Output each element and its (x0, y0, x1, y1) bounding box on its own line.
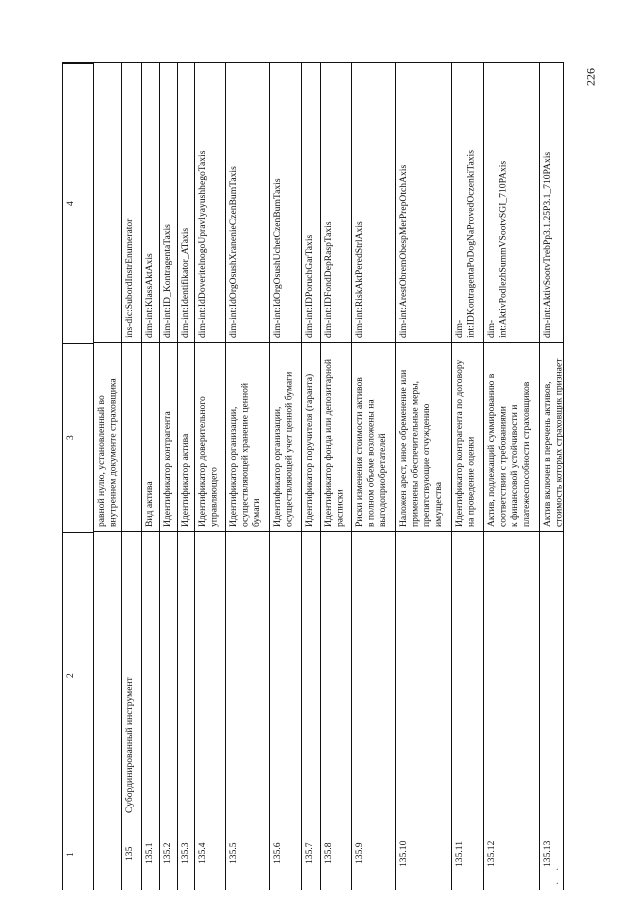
table-header-row (62, 62, 94, 890)
header-cell: 2 (63, 532, 93, 818)
page-number: 226 (583, 68, 598, 86)
cell-name (195, 531, 225, 817)
cell-code: dim-int:Identifikator_ATaxis (178, 62, 194, 342)
table-row (396, 62, 452, 890)
table-row (484, 62, 540, 890)
cell-number: 135.9 (354, 842, 365, 865)
cell-name (178, 531, 194, 817)
header-cell: 4 (63, 63, 93, 343)
cell-number: 135.4 (197, 842, 208, 865)
cell-code: dim-int:ID_KontragentaTaxis (160, 62, 177, 342)
table-row (122, 62, 142, 890)
cell-number: 135 (124, 846, 135, 861)
table-row (540, 62, 564, 890)
cell-description: Идентификатор контрагента (160, 342, 177, 531)
cell-code: dim-int:IDFondDepRaspTaxis (321, 62, 351, 342)
cell-name (352, 531, 395, 817)
cell-description: равной нулю, установленный во внутреннем документе страховщика (94, 342, 121, 531)
cell-name (484, 531, 539, 817)
table-row (270, 62, 302, 890)
cell-name (302, 531, 320, 817)
cell-code (94, 62, 121, 342)
cell-name (94, 531, 121, 817)
table-row (452, 62, 484, 890)
cell-number: 135.1 (144, 842, 155, 865)
cell-code: dim- int:IDKontragentaPoDogNaProvedOczenkiTaxis (452, 62, 483, 342)
table-row (195, 62, 226, 890)
cell-name (160, 531, 177, 817)
cell-name (540, 531, 563, 817)
cell-code: dim-int:IdOrgOsushXranenieCzenBumTaxis (226, 62, 269, 342)
cell-number: 135.8 (323, 842, 334, 865)
table-row (352, 62, 396, 890)
cell-name (270, 531, 301, 817)
cell-description: Идентификатор актива (178, 342, 194, 531)
cell-description: Идентификатор доверительного управляющего (195, 342, 225, 531)
header-cell: 1 (65, 852, 76, 857)
cell-name (226, 531, 269, 817)
cell-code: dim-int:IDPoruchGarTaxis (302, 62, 320, 342)
cell-description: Актив, подлежащий суммированию в соответствии с требованиями к финансовой устойчивости и платежеспособности страховщиков (484, 342, 539, 531)
cell-description: Идентификатор поручителя (гаранта) (302, 342, 320, 531)
cell-code: dim-int:IdOrgOsushUchetCzenBumTaxis (270, 62, 301, 342)
cell-code: dim-int:AktivSootvTrebPp3.1.25P3.1_710PAxis (540, 62, 563, 342)
cell-description: Идентификатор фонда или депозитарной расписки (321, 342, 351, 531)
cell-name (321, 531, 351, 817)
table-row (321, 62, 352, 890)
margin-dot: . (556, 876, 559, 887)
cell-description: Риски изменения стоимости активов в полном объеме возложены на выгодоприобретателей (352, 342, 395, 531)
cell-code: dim- int:AktivPodlezhSummVSootvSGI_710PAxis (484, 62, 539, 342)
cell-number: 135.2 (162, 842, 173, 865)
cell-number: 135.7 (304, 842, 315, 865)
cell-number: 135.13 (542, 840, 553, 867)
cell-name (142, 531, 159, 817)
table-row (302, 62, 321, 890)
cell-code: dim-int:IdDoveritelnogoUpravlyayushhegoTaxis (195, 62, 225, 342)
margin-dot: . (556, 862, 559, 873)
cell-description: Актив включен в перечень активов, стоимость которых страховщик признает (540, 342, 563, 531)
cell-number: 135.3 (180, 842, 191, 865)
cell-number: 135.12 (486, 840, 497, 867)
cell-description: Идентификатор организации, осуществляющей учет ценной бумаги (270, 342, 301, 531)
cell-name (452, 531, 483, 817)
cell-description: Идентификатор организации, осуществляющей хранение ценной бумаги (226, 342, 269, 531)
cell-name (396, 531, 451, 817)
cell-code: dim-int:ArestObremObespMerPrepOtchAxis (396, 62, 451, 342)
cell-description (122, 342, 141, 531)
cell-code: dim-int:KlassAktAxis (142, 62, 159, 342)
table-row (226, 62, 270, 890)
table-row (142, 62, 160, 890)
cell-number: 135.11 (454, 840, 465, 867)
table-row (178, 62, 195, 890)
cell-number (94, 817, 121, 890)
cell-description: Наложен арест, иное обременение или применены обеспечительные меры, препятствующие отчуждению имущества (396, 342, 451, 531)
header-cell: 3 (63, 343, 93, 532)
cell-number: 135.6 (272, 842, 283, 865)
cell-code: dim-int:RiskAktPeredStrlAxis (352, 62, 395, 342)
cell-name: Субординированный инструмент (122, 531, 141, 817)
cell-description: Вид актива (142, 342, 159, 531)
cell-description: Идентификатор контрагента по договору на проведение оценки (452, 342, 483, 531)
cell-number: 135.5 (228, 842, 239, 865)
cell-number: 135.10 (398, 840, 409, 867)
table-row (94, 62, 122, 890)
cell-code: ins-dic:SubordInstrEnumerator (122, 62, 141, 342)
table-row (160, 62, 178, 890)
